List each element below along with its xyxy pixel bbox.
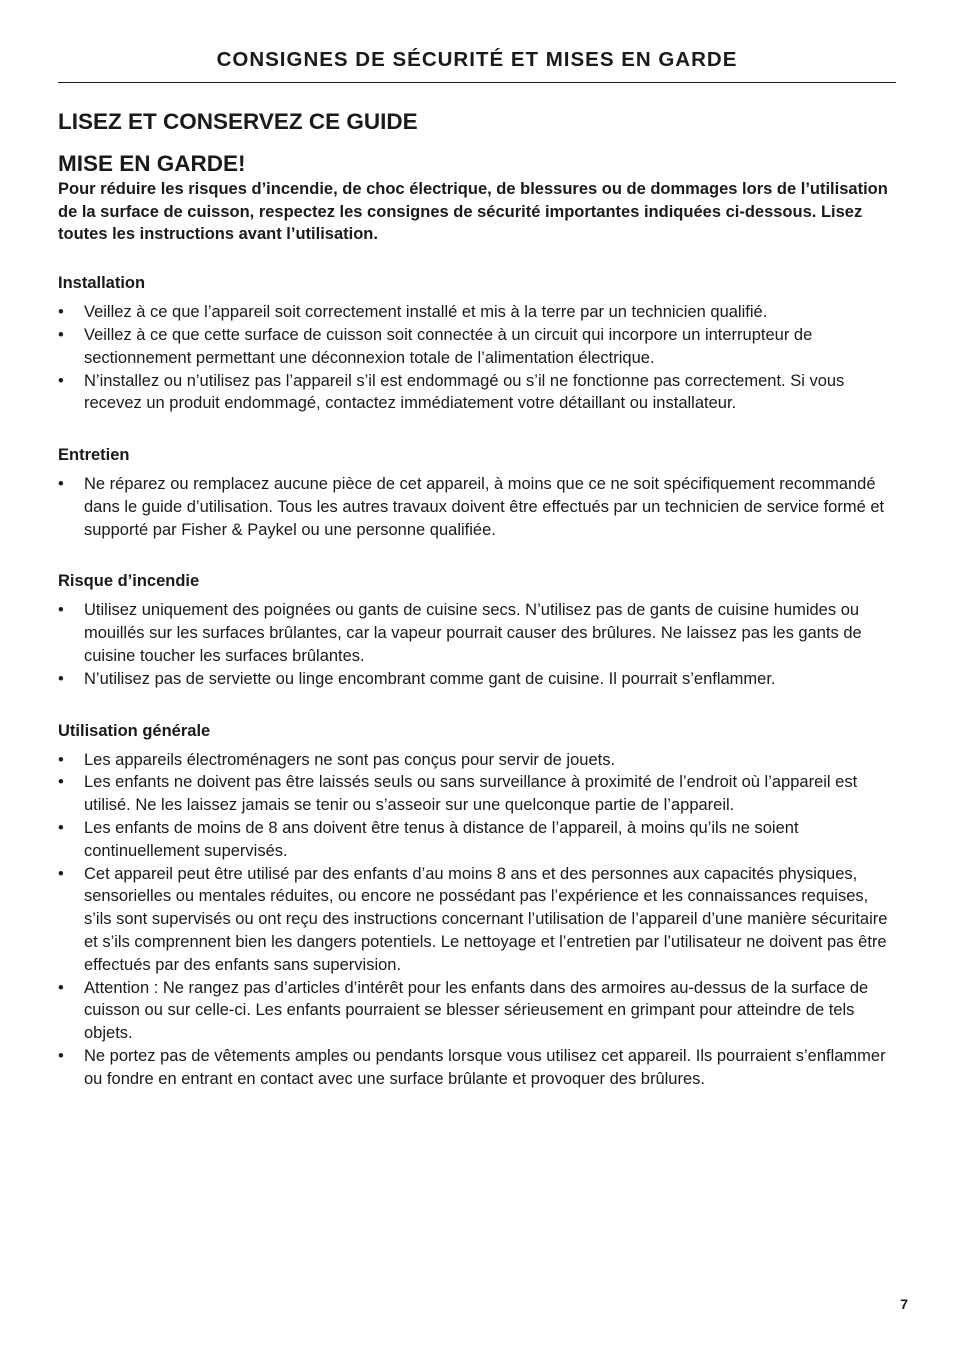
bullet-list bbox=[58, 749, 896, 1091]
section bbox=[58, 444, 896, 541]
section bbox=[58, 272, 896, 415]
page-number: 7 bbox=[900, 1296, 908, 1312]
section bbox=[58, 570, 896, 690]
bullet-item: • Attention : Ne rangez pas d’articles d’intérêt pour les enfants dans des armoires au-dessus de la surface de cuisson ou sur celle-ci. Les enfants pourraient se blesser sérieusement en grimpant pour atteindre de tels objets. bbox=[58, 977, 896, 1045]
bullet-item: • Ne réparez ou remplacez aucune pièce de cet appareil, à moins que ce ne soit spécifiquement recommandé dans le guide d’utilisation. Tous les autres travaux doivent être effectués par un technicien de service formé et supporté par Fisher & Paykel ou une personne qualifiée. bbox=[58, 473, 896, 541]
bullet-item: • N’installez ou n’utilisez pas l’appareil s’il est endommagé ou s’il ne fonctionne pas correctement. Si vous recevez un produit endommagé, contactez immédiatement votre détaillant ou installateur. bbox=[58, 370, 896, 416]
bullet-item: • Ne portez pas de vêtements amples ou pendants lorsque vous utilisez cet appareil. Ils pourraient s’enflammer ou fondre en entrant en contact avec une surface brûlante et provoquer des brûlures. bbox=[58, 1045, 896, 1091]
warning-heading: MISE EN GARDE! bbox=[58, 151, 246, 176]
bullet-item: • Les enfants ne doivent pas être laissés seuls ou sans surveillance à proximité de l’endroit où l’appareil est utilisé. Ne les laissez jamais se tenir ou s’asseoir sur une quelconque partie de l’appareil. bbox=[58, 771, 896, 817]
section-title: Risque d’incendie bbox=[58, 572, 200, 591]
section-title: Utilisation générale bbox=[58, 721, 211, 740]
section-title: Installation bbox=[58, 274, 146, 293]
bullet-item: • Les appareils électroménagers ne sont pas conçus pour servir de jouets. bbox=[58, 749, 896, 772]
bullet-list bbox=[58, 599, 896, 690]
header-title: CONSIGNES DE SÉCURITÉ ET MISES EN GARDE bbox=[216, 48, 738, 71]
bullet-item: • Cet appareil peut être utilisé par des enfants d’au moins 8 ans et des personnes aux capacités physiques, sensorielles ou mentales réduites, ou encore ne possédant pas l’expérience et les connaissances requises, s’ils sont supervisés ou ont reçu des instructions concernant l’utilisation de l’appareil d’une manière sécuritaire et s’ils comprennent bien les dangers potentiels. Le nettoyage et l’entretien par l’utilisateur ne doivent pas être effectués par des enfants sans supervision. bbox=[58, 863, 896, 977]
header-divider bbox=[58, 82, 896, 83]
section bbox=[58, 720, 896, 1091]
bullet-item: • Veillez à ce que cette surface de cuisson soit connectée à un circuit qui incorpore un interrupteur de sectionnement permettant une déconnexion totale de l’alimentation électrique. bbox=[58, 324, 896, 370]
bullet-item: • Utilisez uniquement des poignées ou gants de cuisine secs. N’utilisez pas de gants de cuisine humides ou mouillés sur les surfaces brûlantes, car la vapeur pourrait causer des brûlures. Ne laissez pas les gants de cuisine toucher les surfaces brûlantes. bbox=[58, 599, 896, 667]
warning-text: Pour réduire les risques d’incendie, de choc électrique, de blessures ou de dommages lors de l’utilisation de la surface de cuisson, respectez les consignes de sécurité importantes indiquées ci-dessous. Lisez toutes les instructions avant l’utilisation. bbox=[58, 180, 888, 244]
read-guide-heading: LISEZ ET CONSERVEZ CE GUIDE bbox=[58, 109, 418, 134]
bullet-list bbox=[58, 301, 896, 415]
bullet-item: • Veillez à ce que l’appareil soit correctement installé et mis à la terre par un technicien qualifié. bbox=[58, 301, 896, 324]
bullet-list bbox=[58, 473, 896, 541]
sections-container bbox=[58, 272, 896, 1091]
document-page bbox=[58, 0, 896, 1091]
section-title: Entretien bbox=[58, 446, 130, 465]
bullet-item: • N’utilisez pas de serviette ou linge encombrant comme gant de cuisine. Il pourrait s’enflammer. bbox=[58, 668, 896, 691]
bullet-item: • Les enfants de moins de 8 ans doivent être tenus à distance de l’appareil, à moins qu’ils ne soient continuellement supervisés. bbox=[58, 817, 896, 863]
